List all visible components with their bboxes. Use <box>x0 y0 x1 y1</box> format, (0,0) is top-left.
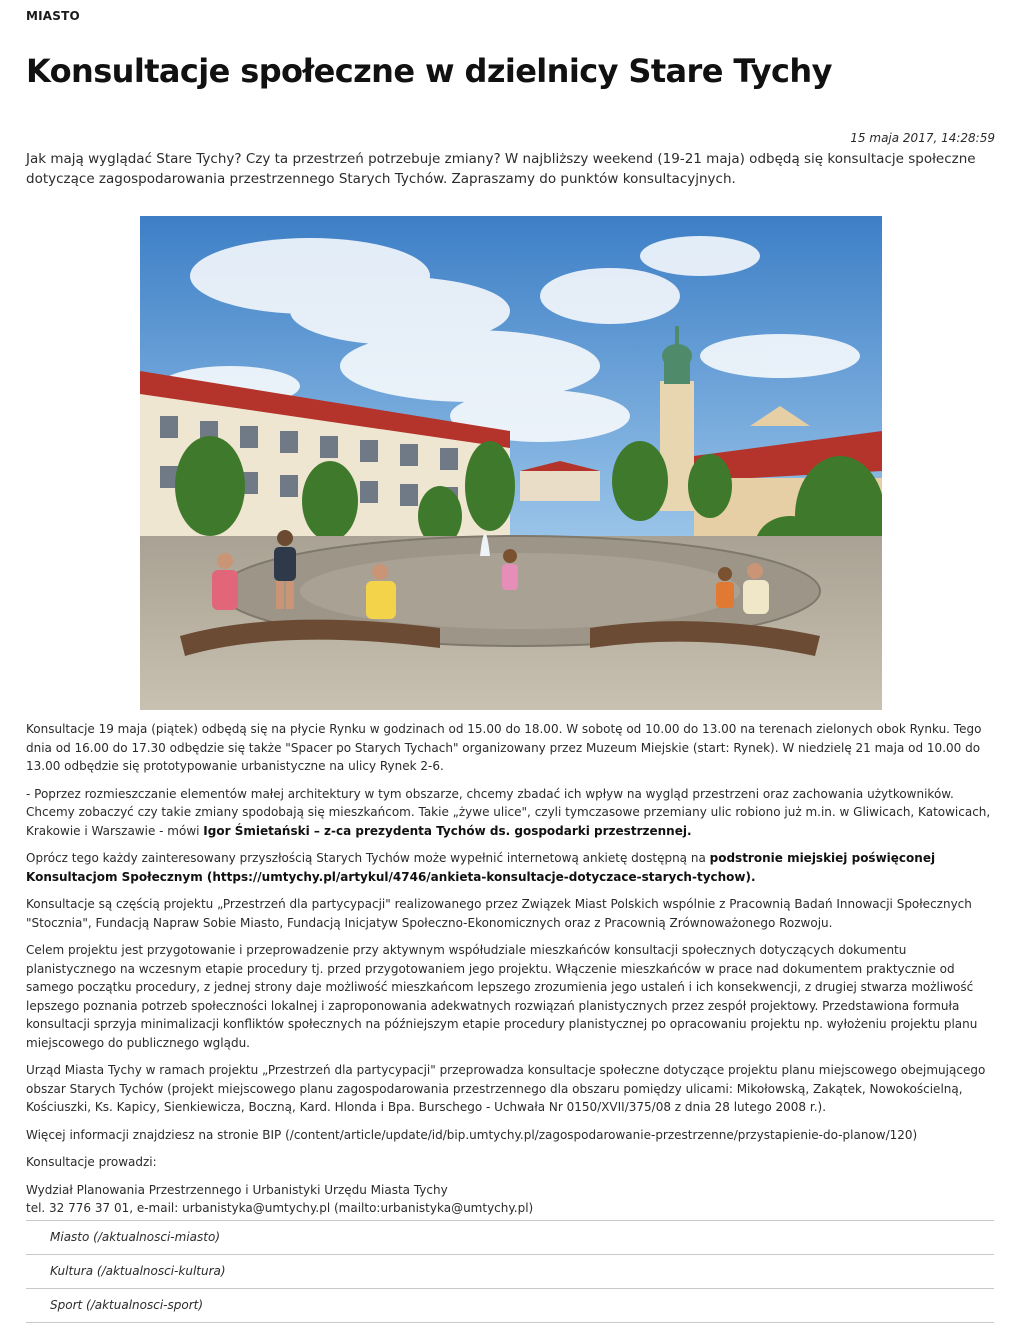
article-photo <box>140 216 882 710</box>
article-body <box>26 720 996 1224</box>
paragraph-schedule: Konsultacje 19 maja (piątek) odbędą się na płycie Rynku w godzinach od 15.00 do 18.00. W sobotę od 10.00 do 13.00 na terenach zielonych obok Rynku. Tego dnia od 16.00 do 17.30 odbędzie się także "Spacer po Starych Tychach" organizowany przez Muzeum Miejskie (start: Rynek). W niedzielę 21 maja od 10.00 do 13.00 odbędzie się prototypowanie urbanistyczne na ulicy Rynek 2-6. <box>26 722 982 773</box>
paragraph-project: Konsultacje są częścią projektu „Przestrzeń dla partycypacji" realizowanego przez Związek Miast Polskich wspólnie z Pracownią Badań Innowacji Społecznych "Stocznia", Fundacją Napraw Sobie Miasto, Fundacją Inicjatyw Społeczno-Ekonomicznych oraz z Pracownią Zrównoważonego Rozwoju. <box>26 897 972 930</box>
contact-org: Wydział Planowania Przestrzennego i Urbanistyki Urzędu Miasta Tychy <box>26 1182 448 1197</box>
section-label[interactable]: MIASTO <box>26 9 80 23</box>
article-lead: Jak mają wyglądać Stare Tychy? Czy ta przestrzeń potrzebuje zmiany? W najbliższy weekend (19-21 maja) odbędą się konsultacje społeczne dotyczące zagospodarowania przestrzennego Starych Tychów. Zapraszamy do punktów konsultacyjnych. <box>26 151 976 187</box>
paragraph-survey <box>26 849 996 886</box>
survey-text: Oprócz tego każdy zainteresowany przyszłością Starych Tychów może wypełnić internetową ankietę dostępną na <box>26 851 710 865</box>
publish-date: 15 maja 2017, 14:28:59 <box>850 131 995 145</box>
article-title: Konsultacje społeczne w dzielnicy Stare Tychy <box>26 52 832 90</box>
nav-item-miasto[interactable]: Miasto (/aktualnosci-miasto) <box>26 1221 994 1255</box>
paragraph-plan: Urząd Miasta Tychy w ramach projektu „Przestrzeń dla partycypacji" przeprowadza konsultacje społeczne dotyczące projektu planu miejscowego obejmującego obszar Starych Tychów (projekt miejscowego planu zagospodarowania przestrzennego dla obszaru pomiędzy ulicami: Mikołowską, Zakątek, Nowokościelną, Kościuszki, Ks. Kapicy, Sienkiewicza, Boczną, Kard. Hlonda i Bpa. Burschego - Uchwała Nr 0150/XVII/375/08 z dnia 28 lutego 2008 r.). <box>26 1063 986 1114</box>
paragraph-organizer-heading: Konsultacje prowadzi: <box>26 1155 157 1169</box>
contact-line[interactable]: tel. 32 776 37 01, e-mail: urbanistyka@umtychy.pl (mailto:urbanistyka@umtychy.pl) <box>26 1201 534 1215</box>
quote-author: Igor Śmietański – z-ca prezydenta Tychów ds. gospodarki przestrzennej. <box>203 823 692 838</box>
quote-text: - Poprzez rozmieszczanie elementów małej architektury w tym obszarze, chcemy zbadać ich wpływ na wygląd przestrzeni oraz zachowania użytkowników. Chcemy zobaczyć czy takie zmiany spodobają się mieszkańcom. Takie „żywe ulice", czyli tymczasowe przemiany ulic robiono już m.in. w Gliwicach, Katowicach, Krakowie i Warszawie - mówi <box>26 786 991 838</box>
paragraph-bip[interactable]: Więcej informacji znajdziesz na stronie BIP (/content/article/update/id/bip.umtychy.pl/zagospodarowanie-przestrzenne/przystapienie-do-planow/120) <box>26 1127 918 1142</box>
survey-link[interactable]: podstronie miejskiej poświęconej Konsultacjom Społecznym (https://umtychy.pl/artykul/4746/ankieta-konsultacje-dotyczace-starych-tychow). <box>26 851 936 884</box>
contact-block <box>26 1181 996 1218</box>
paragraph-quote <box>26 785 996 841</box>
market-square-illustration <box>140 216 882 710</box>
category-nav <box>26 1220 994 1323</box>
paragraph-goal: Celem projektu jest przygotowanie i przeprowadzenie przy aktywnym współudziale mieszkańców konsultacji społecznych dotyczących dokumentu planistycznego na wczesnym etapie procedury tj. przed przygotowaniem jego projektu. Włączenie mieszkańców w prace nad dokumentem praktycznie od samego początku procedury, z jednej strony daje możliwość mieszkańcom lepszego zrozumienia jego ustaleń i ich konsekwencji, z drugiej stwarza możliwość lepszego poznania potrzeb społeczności lokalnej i zaproponowania adekwatnych rozwiązań planistycznych przez zespół projektowy. Przedstawiona formuła konsultacji sprzyja minimalizacji konfliktów społecznych na późniejszym etapie procedury planistycznej po opracowaniu projektu np. wyłożeniu projektu planu miejscowego do publicznego wglądu. <box>26 943 978 1050</box>
nav-item-sport[interactable]: Sport (/aktualnosci-sport) <box>26 1289 994 1323</box>
nav-item-kultura[interactable]: Kultura (/aktualnosci-kultura) <box>26 1255 994 1289</box>
